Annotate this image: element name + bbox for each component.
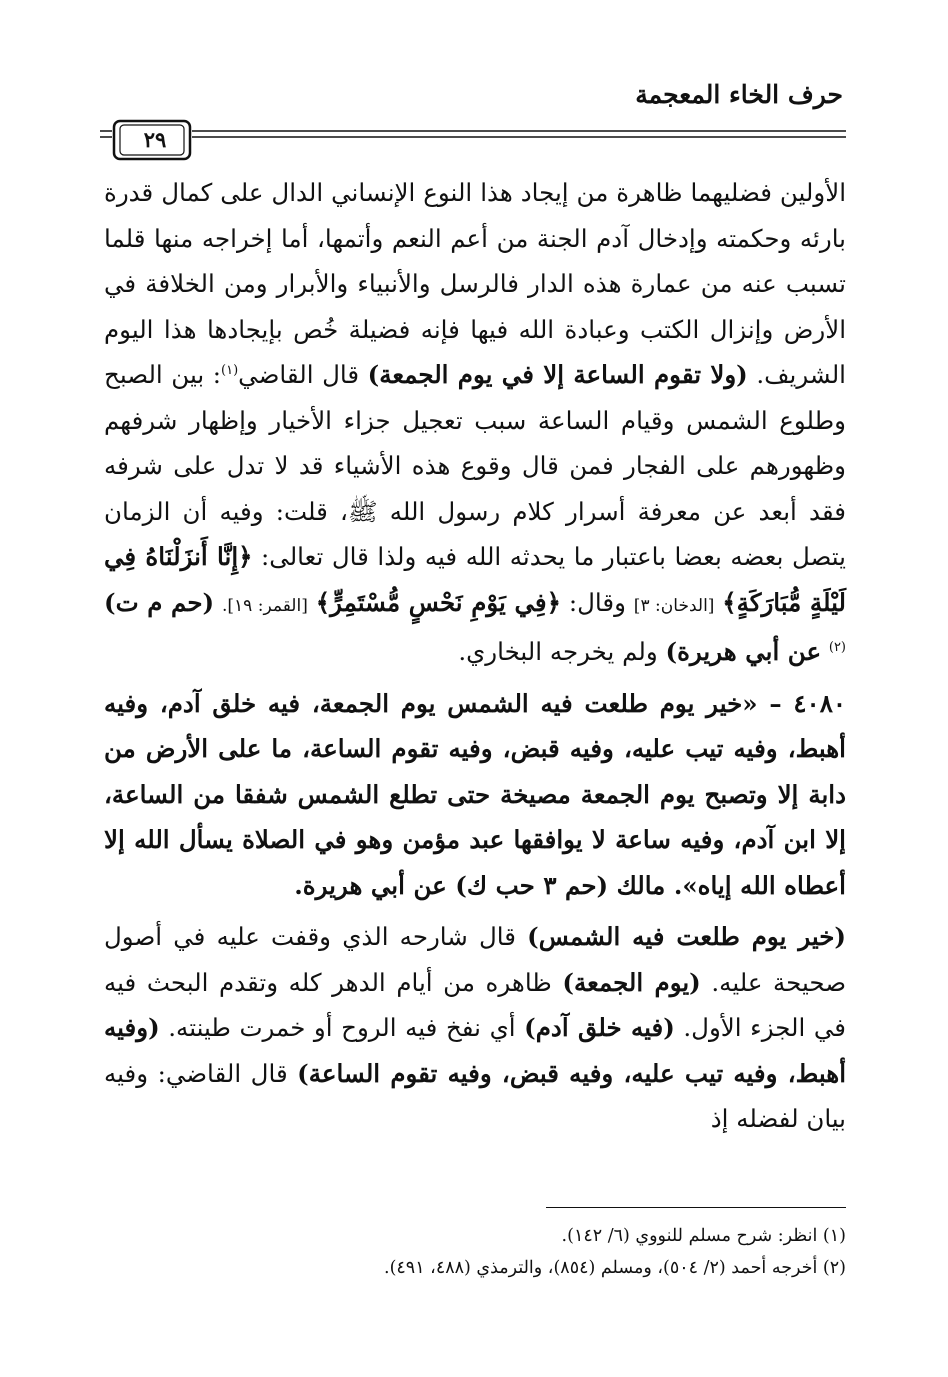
running-header-title: حرف الخاء المعجمة [635, 80, 843, 109]
main-text [104, 170, 846, 1142]
quran-quote: ﴿فِي يَوْمِ نَحْسٍ مُّسْتَمِرٍّ﴾ [315, 587, 561, 617]
commentary-paragraph: (خير يوم طلعت فيه الشمس) قال شارحه الذي وقفت عليه في أصول صحيحة عليه. (يوم الجمعة) ظاهره من أيام الدهر كله وتقدم البحث فيه في الجزء الأول. (فيه خلق آدم) أي نفخ فيه الروح أو خمرت طينته. (وفيه أهبط، وفيه تيب عليه، وفيه قبض، وفيه تقوم الساعة) قال القاضي: وفيه بيان لفضله إذ [104, 922, 847, 1133]
quran-reference: [الدخان: ٣] [633, 595, 715, 616]
quran-reference: [القمر: ١٩]. [221, 595, 308, 616]
commentary-paragraph: الأولين فضليهما ظاهرة من إيجاد هذا النوع الإنساني الدال على كمال قدرة بارئه وحكمته وإدخال آدم الجنة من أعم النعم وأتمها، أما إخراجه منها قلما تسبب عنه من عمارة هذه الدار فالرسل والأنبياء والأبرار ومن الخلافة في الأرض وإنزال الكتب وعبادة الله فيها فإنه فضيلة خُص بإيجادها هذا اليوم الشريف. (ولا تقوم الساعة إلا في يوم الجمعة) قال القاضي$^{(١)}$: بين الصبح وطلوع الشمس وقيام الساعة سبب تعجيل جزاء الأخيار وإظهار شرفهم وظهورهم على الفجار فمن قال وقوع هذه الأشياء قد لا تدل على شرفه فقد أبعد عن معرفة أسرار كلام رسول الله ﷺ، قلت: وفيه أن الزمان يتصل بعضه بعضا باعتبار ما يحدثه الله فيه ولذا قال تعالى: ﴿إِنَّا أَنزَلْنَاهُ فِي لَيْلَةٍ مُّبَارَكَةٍ﴾ [الدخان: ٣] وقال: ﴿فِي يَوْمِ نَحْسٍ مُّسْتَمِرٍّ﴾ [القمر: ١٩]. (حم م ت)$^{(٢)}$ عن أبي هريرة) ولم يخرجه البخاري. [104, 178, 846, 666]
quran-quote: ﴿إِنَّا أَنزَلْنَاهُ فِي لَيْلَةٍ مُّبَارَكَةٍ﴾ [104, 542, 846, 617]
footnote-separator [546, 1207, 846, 1208]
hadith-text: «خير يوم طلعت فيه الشمس يوم الجمعة، فيه خلق آدم، وفيه أهبط، وفيه تيب عليه، وفيه قبض، وفيه تقوم الساعة، ما على الأرض من دابة إلا وتصبح يوم الجمعة مصيخة حتى تطلع الشمس شفقا من الساعة، إلا ابن آدم، وفيه ساعة لا يوافقها عبد مؤمن وهو في الصلاة يسأل الله إلا أعطاه الله إياه». مالك (حم ٣ حب ك) عن أبي هريرة. [104, 688, 846, 900]
footnotes [104, 1220, 846, 1284]
footnote-item: (٢) أخرجه أحمد (٢/ ٥٠٤)، ومسلم (٨٥٤)، والترمذي (٤٨٨، ٤٩١). [384, 1258, 846, 1278]
header-rule [100, 118, 846, 162]
hadith-paragraph: ٤٠٨٠ – «خير يوم طلعت فيه الشمس يوم الجمعة، فيه خلق آدم، وفيه أهبط، وفيه تيب عليه، وفيه قبض، وفيه تقوم الساعة، ما على الأرض من دابة إلا وتصبح يوم الجمعة مصيخة حتى تطلع الشمس شفقا من الساعة، إلا ابن آدم، وفيه ساعة لا يوافقها عبد مؤمن وهو في الصلاة يسأل الله إلا أعطاه الله إياه». مالك (حم ٣ حب ك) عن أبي هريرة. [104, 688, 847, 900]
hadith-number: ٤٠٨٠ [793, 688, 847, 718]
page-number: ٢٩ [143, 127, 167, 152]
footnote-ref[interactable]: (٢) [828, 639, 846, 655]
footnote-ref[interactable]: (١) [221, 362, 239, 378]
footnote-item: (١) انظر: شرح مسلم للنووي (٦/ ١٤٢). [561, 1226, 846, 1246]
